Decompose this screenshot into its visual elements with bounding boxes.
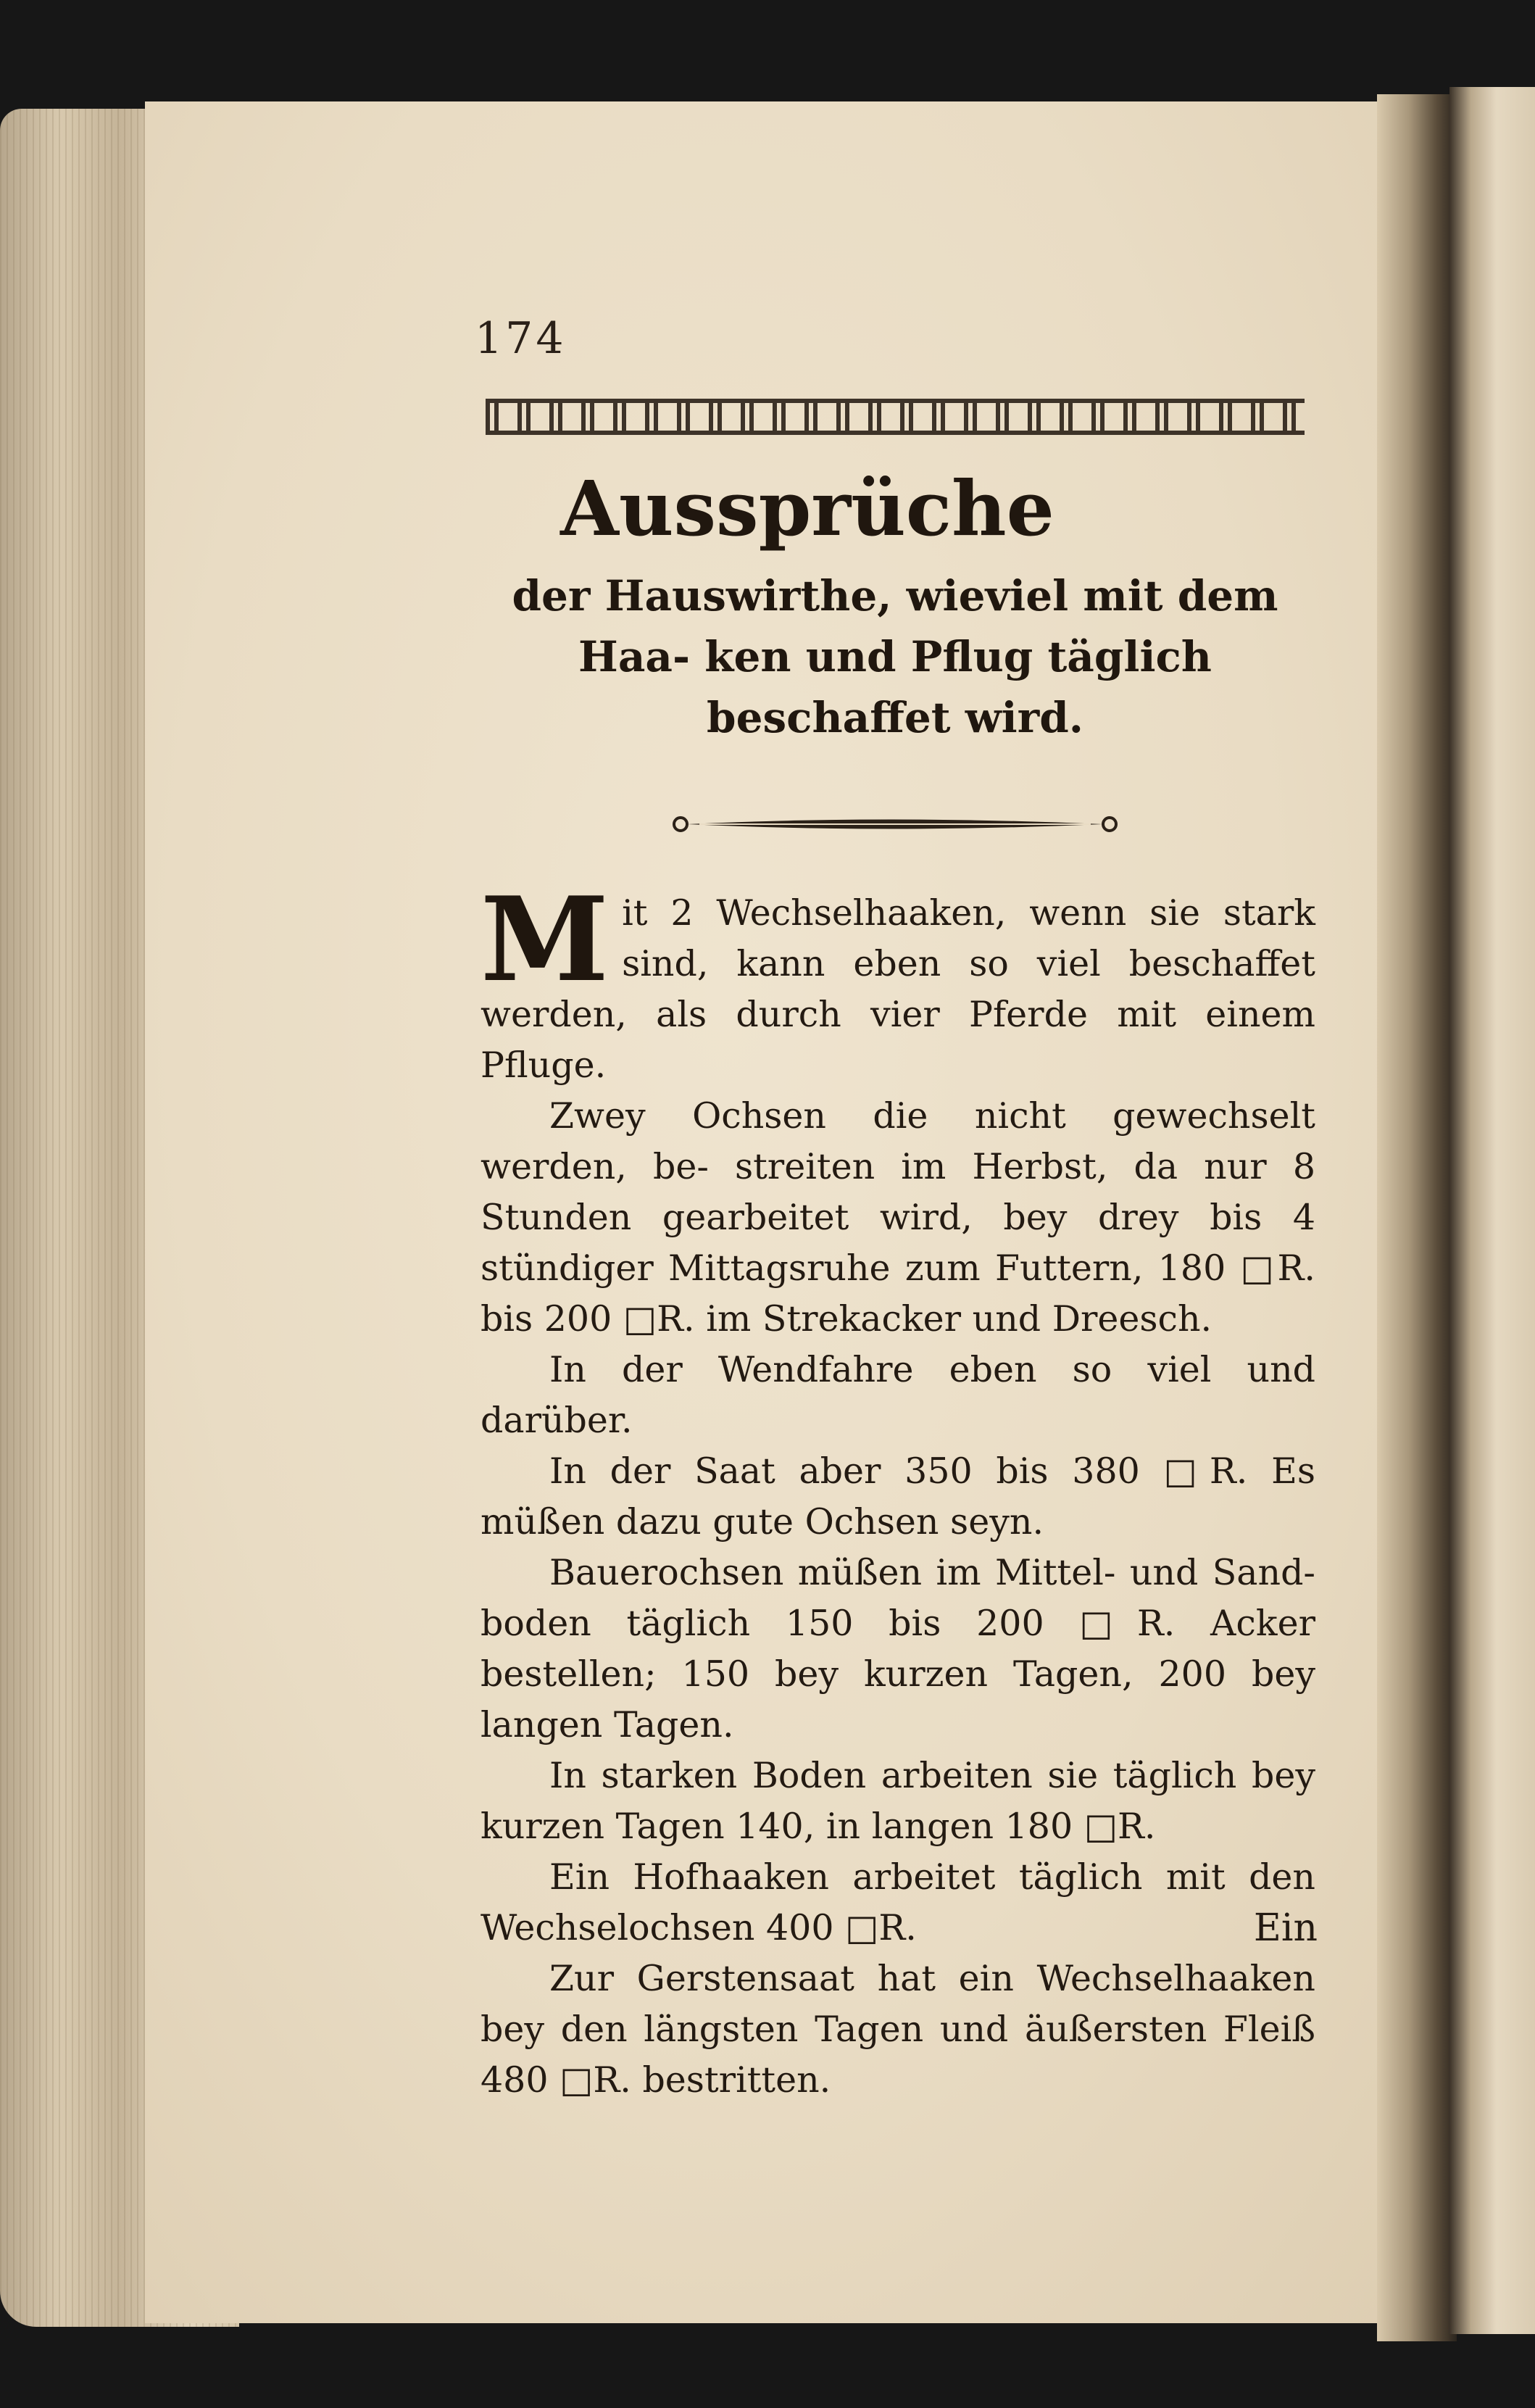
body-text [481, 871, 1315, 2106]
drop-cap: M [481, 871, 610, 1008]
page-subtitle: der Hauswirthe, wieviel mit dem Haa- ken und Pflug täglich beschaffet wird. [512, 571, 1278, 742]
right-page-fragment [1449, 87, 1535, 2334]
paragraph: Zur Gerstensaat hat ein Wechselhaaken bey den längsten Tagen und äußersten Fleiß 480 □R. bestritten. [481, 1958, 1315, 2101]
paragraph: In der Saat aber 350 bis 380 □R. Es müßen dazu gute Ochsen seyn. [481, 1450, 1315, 1543]
paragraph: In der Wendfahre eben so viel und darüber. [481, 1349, 1315, 1441]
page-title: Aussprüche [560, 464, 1054, 553]
paragraph: Bauerochsen müßen im Mittel- und Sand- boden täglich 150 bis 200 □R. Acker bestellen; 150 bey kurzen Tagen, 200 bey langen Tagen. [481, 1552, 1315, 1745]
paragraph: Ein Hofhaaken arbeitet täglich mit den Wechselochsen 400 □R. [481, 1856, 1315, 1948]
book-gutter [1377, 94, 1457, 2341]
paragraph [481, 871, 1315, 1091]
paragraph-text: it 2 Wechselhaaken, wenn sie stark sind, kann eben so viel beschaffet werden, als durch vier Pferde mit einem Pfluge. [481, 892, 1315, 1086]
paragraph: In starken Boden arbeiten sie täglich bey kurzen Tagen 140, in langen 180 □R. [481, 1755, 1315, 1847]
paragraph: Zwey Ochsen die nicht gewechselt werden, be- streiten im Herbst, da nur 8 Stunden gearbeitet wird, bey drey bis 4 stündiger Mittagsruhe zum Futtern, 180 □R. bis 200 □R. im Strekacker und Dreesch. [481, 1095, 1315, 1340]
page-number: 174 [475, 313, 567, 364]
catchword: Ein [1253, 1906, 1318, 1950]
decorative-rule [670, 812, 1120, 836]
ornament-band [486, 399, 1305, 435]
